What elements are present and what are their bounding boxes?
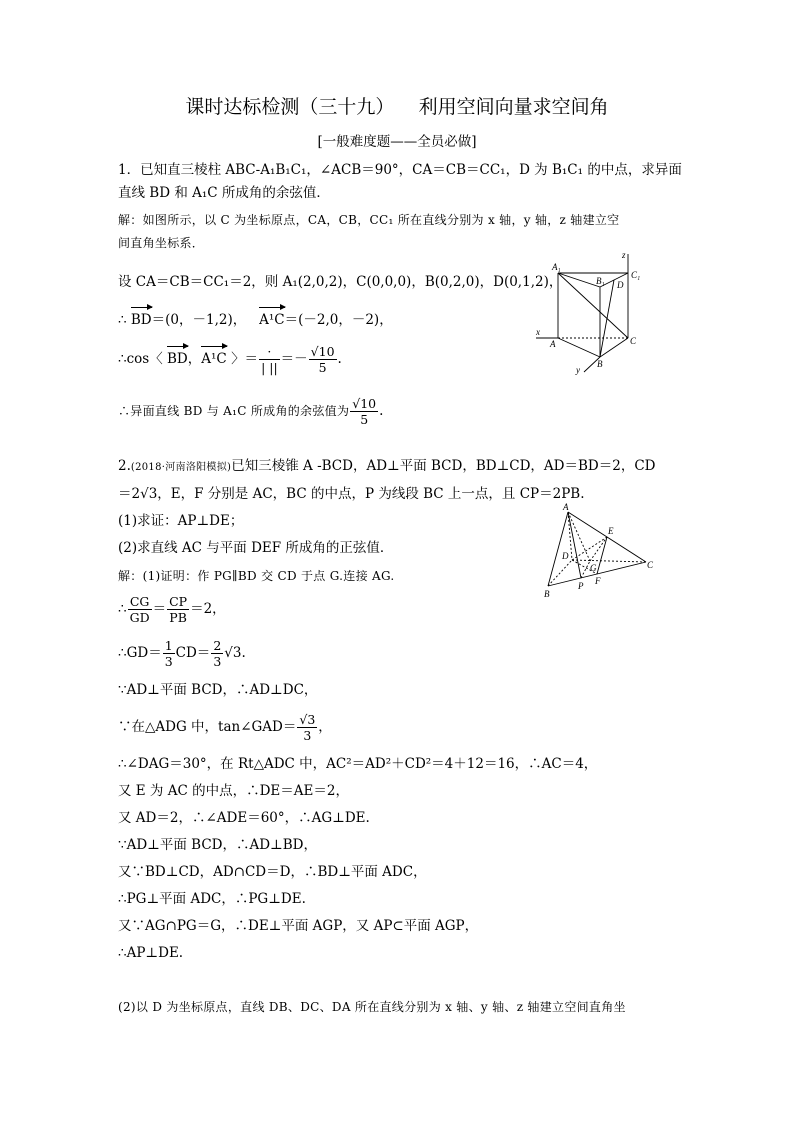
label-e: E bbox=[608, 526, 614, 536]
cos-vector-bd: BD bbox=[167, 345, 188, 369]
step2-f2-den: 3 bbox=[213, 654, 222, 669]
p1-answer-end: . bbox=[379, 403, 384, 419]
step2-prefix: ∴GD＝ bbox=[118, 645, 162, 661]
step1-end: ＝2， bbox=[190, 601, 226, 617]
p2-step2 bbox=[118, 638, 246, 669]
p2-step4 bbox=[118, 712, 332, 743]
segment-ap bbox=[568, 512, 581, 578]
p2-stem-line2: ＝2√3，E，F 分别是 AC，BC 的中点，P 为线段 BC 上一点，且 CP＝2PB. bbox=[118, 486, 585, 502]
p2-number: 2. bbox=[118, 458, 131, 474]
p2-step5: ∴∠DAG＝30°，在 Rt△ADC 中，AC²＝AD²＋CD²＝4＋12＝16，∴AC＝4， bbox=[118, 756, 598, 772]
label-d: D bbox=[617, 280, 624, 290]
cos-vector-a1c: A¹C bbox=[201, 345, 227, 369]
step2-f1-den: 3 bbox=[164, 654, 173, 669]
cos-result-den: 5 bbox=[318, 360, 327, 375]
vector-a1c-value: ＝(－2,0，－2)， bbox=[284, 312, 393, 328]
vector-bd: BD bbox=[131, 306, 152, 330]
cos-comma: ， bbox=[187, 351, 202, 367]
step2-fraction-2-3 bbox=[211, 638, 223, 669]
figure-prism bbox=[530, 250, 650, 380]
p2-step1 bbox=[118, 594, 226, 625]
segment-ef bbox=[597, 537, 607, 574]
label-b: B bbox=[544, 589, 550, 599]
pyramid-edge bbox=[568, 512, 572, 560]
vector-bd-value: ＝(0，－1,2)， bbox=[151, 312, 247, 328]
step2-fraction-1-3 bbox=[163, 638, 175, 669]
p2-step7: 又 AD＝2，∴∠ADE＝60°，∴AG⊥DE. bbox=[118, 810, 370, 826]
label-b: B bbox=[597, 359, 603, 369]
label-f: F bbox=[595, 576, 601, 586]
cos-close: 〉＝ bbox=[231, 351, 259, 367]
p2-step13: (2)以 D 为坐标原点，直线 DB、DC、DA 所在直线分别为 x 轴、y 轴、z 轴建立空间直角坐 bbox=[118, 1000, 626, 1014]
label-c: C bbox=[647, 560, 654, 570]
p2-step10: ∴PG⊥平面 ADC，∴PG⊥DE. bbox=[118, 891, 306, 907]
pyramid-edge bbox=[548, 512, 568, 586]
label-y: y bbox=[576, 365, 580, 375]
p1-solution-line2: 间直角坐标系． bbox=[118, 236, 205, 250]
page-subtitle: [一般难度题——全员必做] bbox=[317, 134, 477, 150]
step1-fraction-cg-gd bbox=[128, 594, 152, 625]
cos-equals: ＝－ bbox=[280, 351, 308, 367]
cos-result bbox=[309, 344, 337, 375]
step4-prefix: ∵在△ADG 中，tan∠GAD＝ bbox=[118, 719, 297, 735]
p2-stem-line1 bbox=[118, 456, 656, 478]
step4-num: √3 bbox=[299, 712, 316, 727]
p2-solution-intro: 解：(1)证明：作 PG∥BD 交 CD 于点 G.连接 AG. bbox=[118, 569, 395, 583]
p2-step9: 又∵BD⊥CD，AD∩CD＝D，∴BD⊥平面 ADC， bbox=[118, 864, 427, 880]
label-b1: B₁ bbox=[596, 276, 605, 286]
p2-step12: ∴AP⊥DE. bbox=[118, 945, 184, 961]
p2-step3: ∵AD⊥平面 BCD，∴AD⊥DC， bbox=[118, 682, 318, 698]
segment-pg bbox=[581, 561, 590, 578]
step2-mid: CD＝ bbox=[175, 645, 211, 661]
cos-end: . bbox=[337, 351, 342, 367]
p1-answer-num: √10 bbox=[352, 396, 377, 411]
step2-end: √3. bbox=[224, 645, 246, 661]
p2-step6: 又 E 为 AC 的中点，∴DE＝AE＝2， bbox=[118, 783, 349, 799]
label-p: P bbox=[578, 581, 584, 591]
p2-stem-text: 已知三棱锥 A -BCD，AD⊥平面 BCD，BD⊥CD，AD＝BD＝2，CD bbox=[231, 458, 656, 474]
step1-f2-num: CP bbox=[169, 594, 188, 609]
label-a: A bbox=[550, 339, 556, 349]
prism-edge bbox=[558, 273, 600, 287]
p1-answer-den: 5 bbox=[360, 412, 369, 427]
cos-prefix: ∴cos〈 bbox=[118, 351, 163, 367]
step1-eq: ＝ bbox=[152, 601, 167, 617]
p1-solution-line1: 解：如图所示，以 C 为坐标原点，CA，CB，CC₁ 所在直线分别为 x 轴，y 轴，z 轴建立空 bbox=[118, 213, 620, 227]
p1-answer-line bbox=[118, 396, 383, 427]
step1-f2-den: PB bbox=[169, 610, 187, 625]
label-x: x bbox=[536, 327, 540, 337]
step1-f1-num: CG bbox=[128, 594, 152, 610]
p1-answer-fraction bbox=[350, 396, 378, 427]
cos-fraction-den: | || bbox=[261, 360, 278, 375]
p2-step11: 又∵AG∩PG＝G，∴DE⊥平面 AGP，又 AP⊂平面 AGP， bbox=[118, 918, 479, 934]
p1-vectors-line bbox=[118, 306, 393, 330]
step1-prefix: ∴ bbox=[118, 601, 127, 617]
step1-fraction-cp-pb bbox=[167, 594, 189, 625]
p1-therefore: ∴ bbox=[118, 312, 127, 328]
prism-edge bbox=[558, 338, 600, 357]
cos-fraction bbox=[259, 344, 280, 375]
p1-cos-line bbox=[118, 344, 342, 375]
label-a1: A₁ bbox=[552, 262, 561, 272]
prism-edge bbox=[600, 338, 628, 357]
label-a: A bbox=[563, 502, 569, 512]
p2-part1: (1)求证：AP⊥DE； bbox=[118, 513, 244, 529]
page-title: 课时达标检测（三十九） 利用空间向量求空间角 bbox=[185, 96, 609, 118]
label-z: z bbox=[622, 250, 626, 260]
p1-stem-line2: 直线 BD 和 A₁C 所成角的余弦值． bbox=[118, 185, 330, 201]
pyramid-edge bbox=[572, 560, 646, 562]
p2-step8: ∵AD⊥平面 BCD，∴AD⊥BD， bbox=[118, 837, 317, 853]
p2-source: (2018·河南洛阳模拟) bbox=[130, 462, 232, 473]
figure-pyramid bbox=[538, 500, 656, 602]
cos-result-num: √10 bbox=[310, 344, 335, 359]
step4-fraction bbox=[297, 712, 317, 743]
label-c: C bbox=[630, 336, 637, 346]
step4-end: ， bbox=[318, 719, 332, 735]
label-d: D bbox=[562, 551, 569, 561]
p1-coordinates: 设 CA＝CB＝CC₁＝2，则 A₁(2,0,2)，C(0,0,0)，B(0,2,0)，D(0,1,2)， bbox=[118, 274, 563, 290]
label-g: G bbox=[590, 563, 597, 573]
label-c1: C₁ bbox=[631, 270, 641, 280]
p1-stem-line1: 1．已知直三棱柱 ABC-A₁B₁C₁，∠ACB＝90°，CA＝CB＝CC₁，D 为 B₁C₁ 的中点，求异面 bbox=[118, 162, 682, 178]
p1-answer-text: ∴异面直线 BD 与 A₁C 所成角的余弦值为 bbox=[118, 404, 350, 418]
cos-fraction-num: · bbox=[259, 344, 280, 360]
step2-f1-num: 1 bbox=[164, 638, 173, 653]
step4-den: 3 bbox=[303, 728, 312, 743]
vector-a1c: A¹C bbox=[259, 306, 285, 330]
step2-f2-num: 2 bbox=[213, 638, 222, 653]
p2-part2: (2)求直线 AC 与平面 DEF 所成角的正弦值． bbox=[118, 540, 394, 556]
step1-f1-den: GD bbox=[129, 610, 150, 625]
segment-ge bbox=[590, 537, 607, 561]
